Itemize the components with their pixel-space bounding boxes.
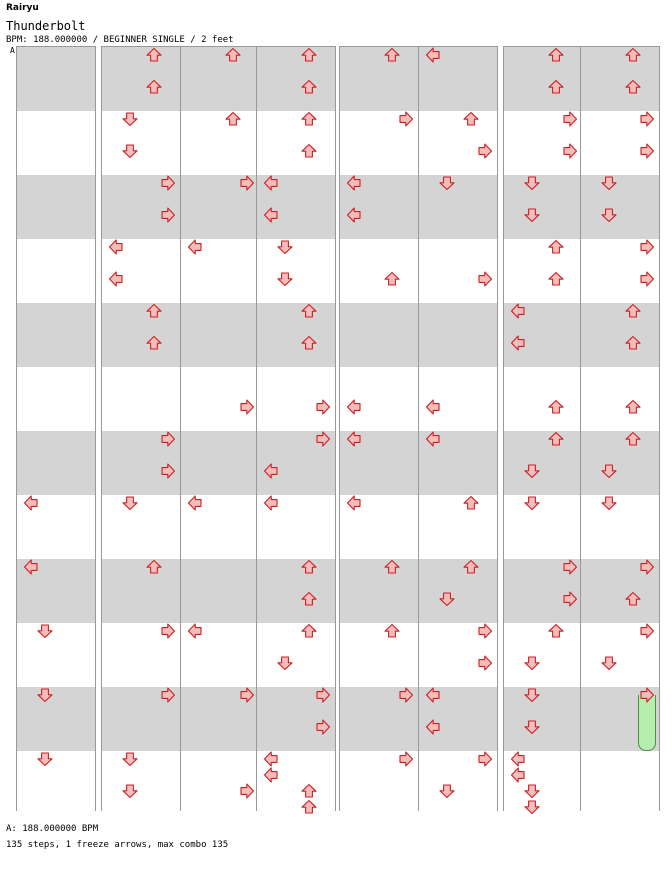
note-arrow-right (158, 207, 178, 223)
note-arrow-up (299, 143, 319, 159)
note-arrow-right (560, 143, 580, 159)
note-arrow-down (522, 175, 542, 191)
note-arrow-down (275, 655, 295, 671)
note-arrow-down (522, 799, 542, 815)
measure-column (339, 46, 419, 811)
note-arrow-down (120, 111, 140, 127)
note-arrow-left (261, 751, 281, 767)
note-arrow-down (599, 463, 619, 479)
note-arrow-up (546, 47, 566, 63)
note-arrow-down (120, 495, 140, 511)
note-arrow-up (382, 559, 402, 575)
note-arrow-down (522, 719, 542, 735)
note-arrow-right (475, 143, 495, 159)
note-arrow-right (637, 623, 657, 639)
chart-meta: BPM: 188.000000 / BEGINNER SINGLE / 2 feet (6, 35, 234, 45)
note-arrow-left (185, 239, 205, 255)
note-arrow-down (599, 175, 619, 191)
note-arrow-right (313, 719, 333, 735)
measure-column (580, 46, 660, 811)
note-arrow-down (522, 463, 542, 479)
measure-column (101, 46, 181, 811)
note-arrow-left (344, 495, 364, 511)
note-arrow-up (299, 79, 319, 95)
note-arrow-left (423, 431, 443, 447)
song-artist: Rairyu (6, 3, 39, 13)
note-arrow-up (623, 47, 643, 63)
note-arrow-down (275, 239, 295, 255)
note-arrow-left (423, 47, 443, 63)
note-arrow-down (522, 207, 542, 223)
note-layer (340, 47, 418, 810)
measure-column (418, 46, 498, 811)
note-arrow-up (546, 431, 566, 447)
note-layer (257, 47, 335, 810)
note-arrow-down (275, 271, 295, 287)
footer-stats-line: 135 steps, 1 freeze arrows, max combo 135 (6, 840, 229, 850)
note-arrow-down (437, 175, 457, 191)
note-arrow-down (35, 623, 55, 639)
note-arrow-left (508, 767, 528, 783)
note-arrow-right (396, 751, 416, 767)
note-arrow-down (120, 143, 140, 159)
note-arrow-left (344, 431, 364, 447)
difficulty-marker: A (10, 46, 15, 55)
freeze-head-arrow-right (637, 687, 657, 703)
note-arrow-left (21, 559, 41, 575)
note-arrow-up (299, 783, 319, 799)
note-arrow-up (546, 271, 566, 287)
note-arrow-down (437, 591, 457, 607)
note-arrow-left (508, 335, 528, 351)
note-arrow-left (185, 623, 205, 639)
note-arrow-up (546, 399, 566, 415)
note-arrow-left (21, 495, 41, 511)
note-arrow-up (223, 47, 243, 63)
note-arrow-right (475, 271, 495, 287)
note-arrow-left (344, 399, 364, 415)
note-arrow-right (637, 143, 657, 159)
note-arrow-right (560, 111, 580, 127)
note-arrow-down (522, 495, 542, 511)
measure-column (180, 46, 260, 811)
note-arrow-up (299, 335, 319, 351)
note-arrow-left (261, 175, 281, 191)
note-arrow-right (396, 111, 416, 127)
note-arrow-down (522, 783, 542, 799)
note-arrow-up (299, 559, 319, 575)
note-arrow-right (237, 175, 257, 191)
note-layer (102, 47, 180, 810)
note-arrow-right (313, 687, 333, 703)
note-arrow-right (237, 399, 257, 415)
measure-column (256, 46, 336, 811)
note-arrow-right (560, 591, 580, 607)
note-arrow-up (623, 399, 643, 415)
note-arrow-up (299, 47, 319, 63)
note-arrow-right (237, 783, 257, 799)
note-arrow-left (106, 271, 126, 287)
note-arrow-right (637, 239, 657, 255)
measure-column (503, 46, 583, 811)
note-arrow-left (261, 767, 281, 783)
note-layer (581, 47, 659, 810)
note-arrow-right (475, 655, 495, 671)
song-title: Thunderbolt (6, 19, 86, 33)
note-arrow-left (508, 751, 528, 767)
note-arrow-up (144, 335, 164, 351)
note-arrow-left (261, 207, 281, 223)
note-arrow-left (106, 239, 126, 255)
note-arrow-left (185, 495, 205, 511)
note-arrow-down (120, 783, 140, 799)
note-arrow-left (508, 303, 528, 319)
note-arrow-right (158, 175, 178, 191)
note-arrow-up (144, 559, 164, 575)
measure-column (16, 46, 96, 811)
note-arrow-up (546, 79, 566, 95)
note-arrow-down (120, 751, 140, 767)
note-arrow-right (560, 559, 580, 575)
note-arrow-right (158, 463, 178, 479)
note-arrow-left (423, 719, 443, 735)
note-arrow-up (223, 111, 243, 127)
note-arrow-right (158, 431, 178, 447)
note-arrow-up (144, 303, 164, 319)
note-arrow-down (35, 751, 55, 767)
note-arrow-left (423, 687, 443, 703)
note-arrow-down (522, 655, 542, 671)
note-arrow-right (313, 431, 333, 447)
note-arrow-up (299, 799, 319, 815)
note-arrow-up (623, 335, 643, 351)
note-arrow-up (623, 591, 643, 607)
note-arrow-up (623, 431, 643, 447)
note-layer (504, 47, 582, 810)
note-arrow-up (461, 111, 481, 127)
note-arrow-right (637, 111, 657, 127)
note-arrow-up (546, 239, 566, 255)
freeze-tail (638, 743, 656, 751)
note-arrow-down (522, 687, 542, 703)
note-arrow-left (261, 463, 281, 479)
note-arrow-up (623, 79, 643, 95)
note-arrow-left (344, 207, 364, 223)
note-arrow-right (237, 687, 257, 703)
note-arrow-up (461, 559, 481, 575)
note-arrow-up (382, 47, 402, 63)
note-arrow-down (599, 655, 619, 671)
note-arrow-left (261, 495, 281, 511)
footer-bpm-line: A: 188.000000 BPM (6, 824, 99, 834)
note-arrow-right (637, 559, 657, 575)
note-layer (181, 47, 259, 810)
note-arrow-up (144, 47, 164, 63)
note-arrow-left (344, 175, 364, 191)
note-arrow-up (546, 623, 566, 639)
note-arrow-right (158, 687, 178, 703)
note-arrow-up (461, 495, 481, 511)
note-arrow-right (313, 399, 333, 415)
note-arrow-up (382, 623, 402, 639)
note-layer (419, 47, 497, 810)
note-arrow-right (475, 623, 495, 639)
note-arrow-down (35, 687, 55, 703)
note-arrow-down (599, 207, 619, 223)
note-arrow-up (299, 591, 319, 607)
note-arrow-right (396, 687, 416, 703)
note-layer (17, 47, 95, 810)
note-arrow-right (637, 271, 657, 287)
note-arrow-right (158, 623, 178, 639)
note-arrow-up (144, 79, 164, 95)
note-arrow-up (299, 303, 319, 319)
note-arrow-up (382, 271, 402, 287)
note-arrow-left (423, 399, 443, 415)
note-arrow-up (299, 623, 319, 639)
note-arrow-up (299, 111, 319, 127)
note-arrow-right (475, 751, 495, 767)
note-arrow-up (623, 303, 643, 319)
note-arrow-down (437, 783, 457, 799)
note-arrow-down (599, 495, 619, 511)
